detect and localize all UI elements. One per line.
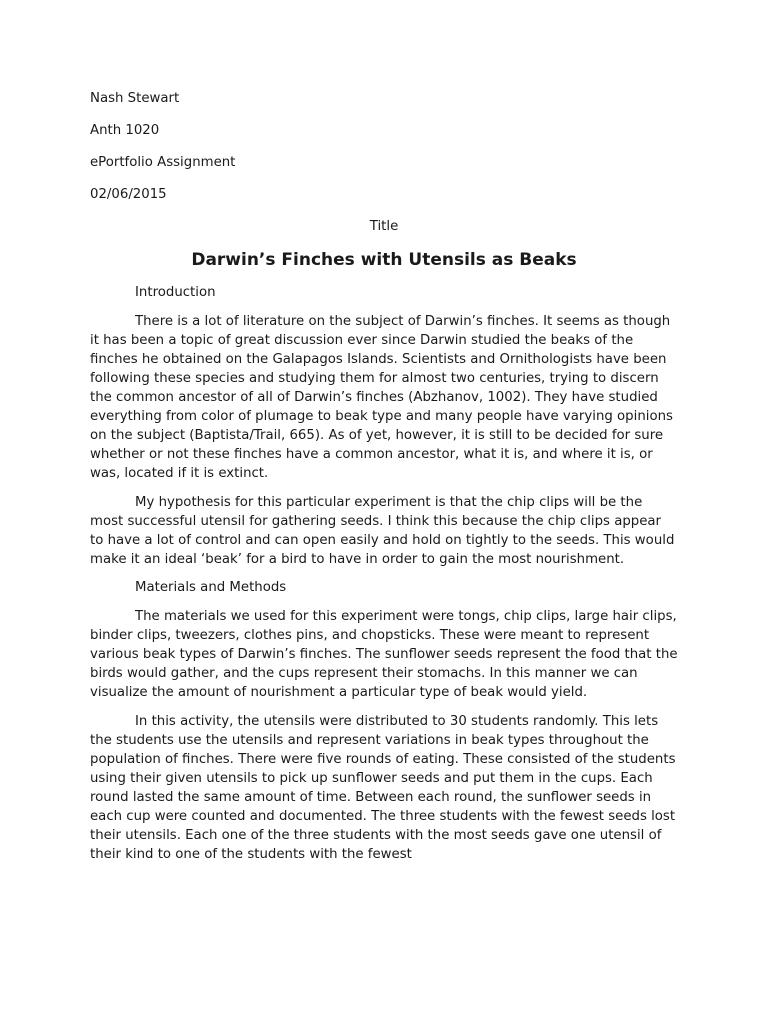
document-title: Darwin’s Finches with Utensils as Beaks <box>191 250 577 270</box>
methods-paragraph-1: The materials we used for this experiment were tongs, chip clips, large hair clips, binder clips, tweezers, clothes pins, and chopsticks. These were meant to represent various beak types of Darwin’s finches. The sunflower seeds represent the food that the birds would gather, and the cups represent their stomachs. In this manner we can visualize the amount of nourishment a particular type of beak would yield. <box>90 609 678 700</box>
assignment-name: ePortfolio Assignment <box>90 155 236 170</box>
introduction-heading: Introduction <box>135 285 216 300</box>
document-date: 02/06/2015 <box>90 187 167 202</box>
introduction-paragraph-2: My hypothesis for this particular experiment is that the chip clips will be the most successful utensil for gathering seeds. I think this because the chip clips appear to have a lot of control and can open easily and hold on tightly to the seeds. This would make it an ideal ‘beak’ for a bird to have in order to gain the most nourishment. <box>90 495 675 567</box>
methods-heading: Materials and Methods <box>135 580 287 595</box>
title-label: Title <box>369 219 399 234</box>
introduction-paragraph-1: There is a lot of literature on the subject of Darwin’s finches. It seems as though it has been a topic of great discussion ever since Darwin studied the beaks of the finches he obtained on the Galapagos Islands. Scientists and Ornithologists have been following these species and studying them for almost two centuries, trying to discern the common ancestor of all of Darwin’s finches (Abzhanov, 1002). They have studied everything from color of plumage to beak type and many people have varying opinions on the subject (Baptista/Trail, 665). As of yet, however, it is still to be decided for sure whether or not these finches have a common ancestor, what it is, and where it is, or was, located if it is extinct. <box>90 314 673 481</box>
course-name: Anth 1020 <box>90 123 160 138</box>
document-page <box>90 90 678 874</box>
author-name: Nash Stewart <box>90 91 180 106</box>
methods-paragraph-2: In this activity, the utensils were distributed to 30 students randomly. This lets the students use the utensils and represent variations in beak types throughout the population of finches. There were five rounds of eating. These consisted of the students using their given utensils to pick up sunflower seeds and put them in the cups. Each round lasted the same amount of time. Between each round, the sunflower seeds in each cup were counted and documented. The three students with the fewest seeds lost their utensils. Each one of the three students with the most seeds gave one utensil of their kind to one of the students with the fewest <box>90 714 676 862</box>
